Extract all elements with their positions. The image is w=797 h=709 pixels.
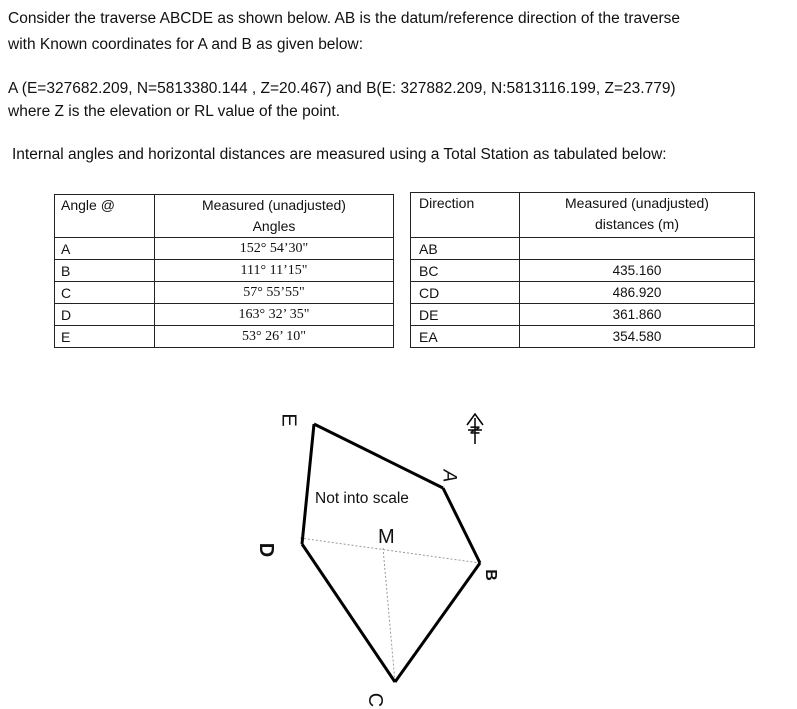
header-measured-line-2: Angles [252, 218, 296, 234]
edge-de [302, 424, 314, 544]
vertex-label-e: E [277, 413, 300, 427]
distance-cell: 486.920 [520, 282, 755, 304]
station-cell: D [55, 304, 155, 326]
angle-cell: 53° 26’ 10" [155, 326, 394, 348]
direction-cell: BC [411, 260, 520, 282]
angle-cell: 152° 54’30" [155, 238, 394, 260]
header-station: Angle @ [55, 195, 155, 238]
angle-cell: 163° 32’ 35" [155, 304, 394, 326]
header-measured-line-1: Measured (unadjusted) [202, 197, 346, 213]
measurement-line: Internal angles and horizontal distances are measured using a Total Station as tabulated below: [12, 146, 667, 163]
station-cell: C [55, 282, 155, 304]
station-cell: E [55, 326, 155, 348]
intro-line-1: Consider the traverse ABCDE as shown below. AB is the datum/reference direction of the traverse [8, 10, 681, 27]
coordinates-line: A (E=327682.209, N=5813380.144 , Z=20.467) and B(E: 327882.209, N:5813116.199, Z=23.779) [8, 80, 676, 97]
north-label: N [467, 425, 483, 435]
edge-cd [302, 544, 395, 682]
vertex-label-a: A [438, 469, 460, 483]
direction-cell: EA [411, 326, 520, 348]
direction-cell: AB [411, 238, 520, 260]
distance-cell: 354.580 [520, 326, 755, 348]
line-m-c-dashed [383, 548, 395, 682]
vertex-label-b: B [481, 569, 499, 581]
header-distance-line-1: Measured (unadjusted) [565, 195, 709, 211]
header-distance-line-2: distances (m) [594, 216, 680, 232]
angle-cell: 111° 11’15" [155, 260, 394, 282]
intro-line-2: with Known coordinates for A and B as given below: [8, 36, 363, 53]
vertex-label-d: D [255, 542, 278, 558]
elevation-line: where Z is the elevation or RL value of the point. [8, 103, 341, 120]
direction-cell: CD [411, 282, 520, 304]
vertex-label-c: C [364, 692, 387, 708]
edge-bc [395, 563, 480, 682]
station-cell: B [55, 260, 155, 282]
direction-cell: DE [411, 304, 520, 326]
station-cell: A [55, 238, 155, 260]
edge-ab [443, 488, 480, 563]
not-to-scale-note: Not into scale [315, 490, 409, 507]
distance-cell: 361.860 [520, 304, 755, 326]
header-direction: Direction [411, 193, 520, 238]
edge-ea [314, 424, 443, 488]
angle-cell: 57° 55’55" [155, 282, 394, 304]
point-label-m: M [378, 526, 395, 548]
distance-cell: 435.160 [520, 260, 755, 282]
